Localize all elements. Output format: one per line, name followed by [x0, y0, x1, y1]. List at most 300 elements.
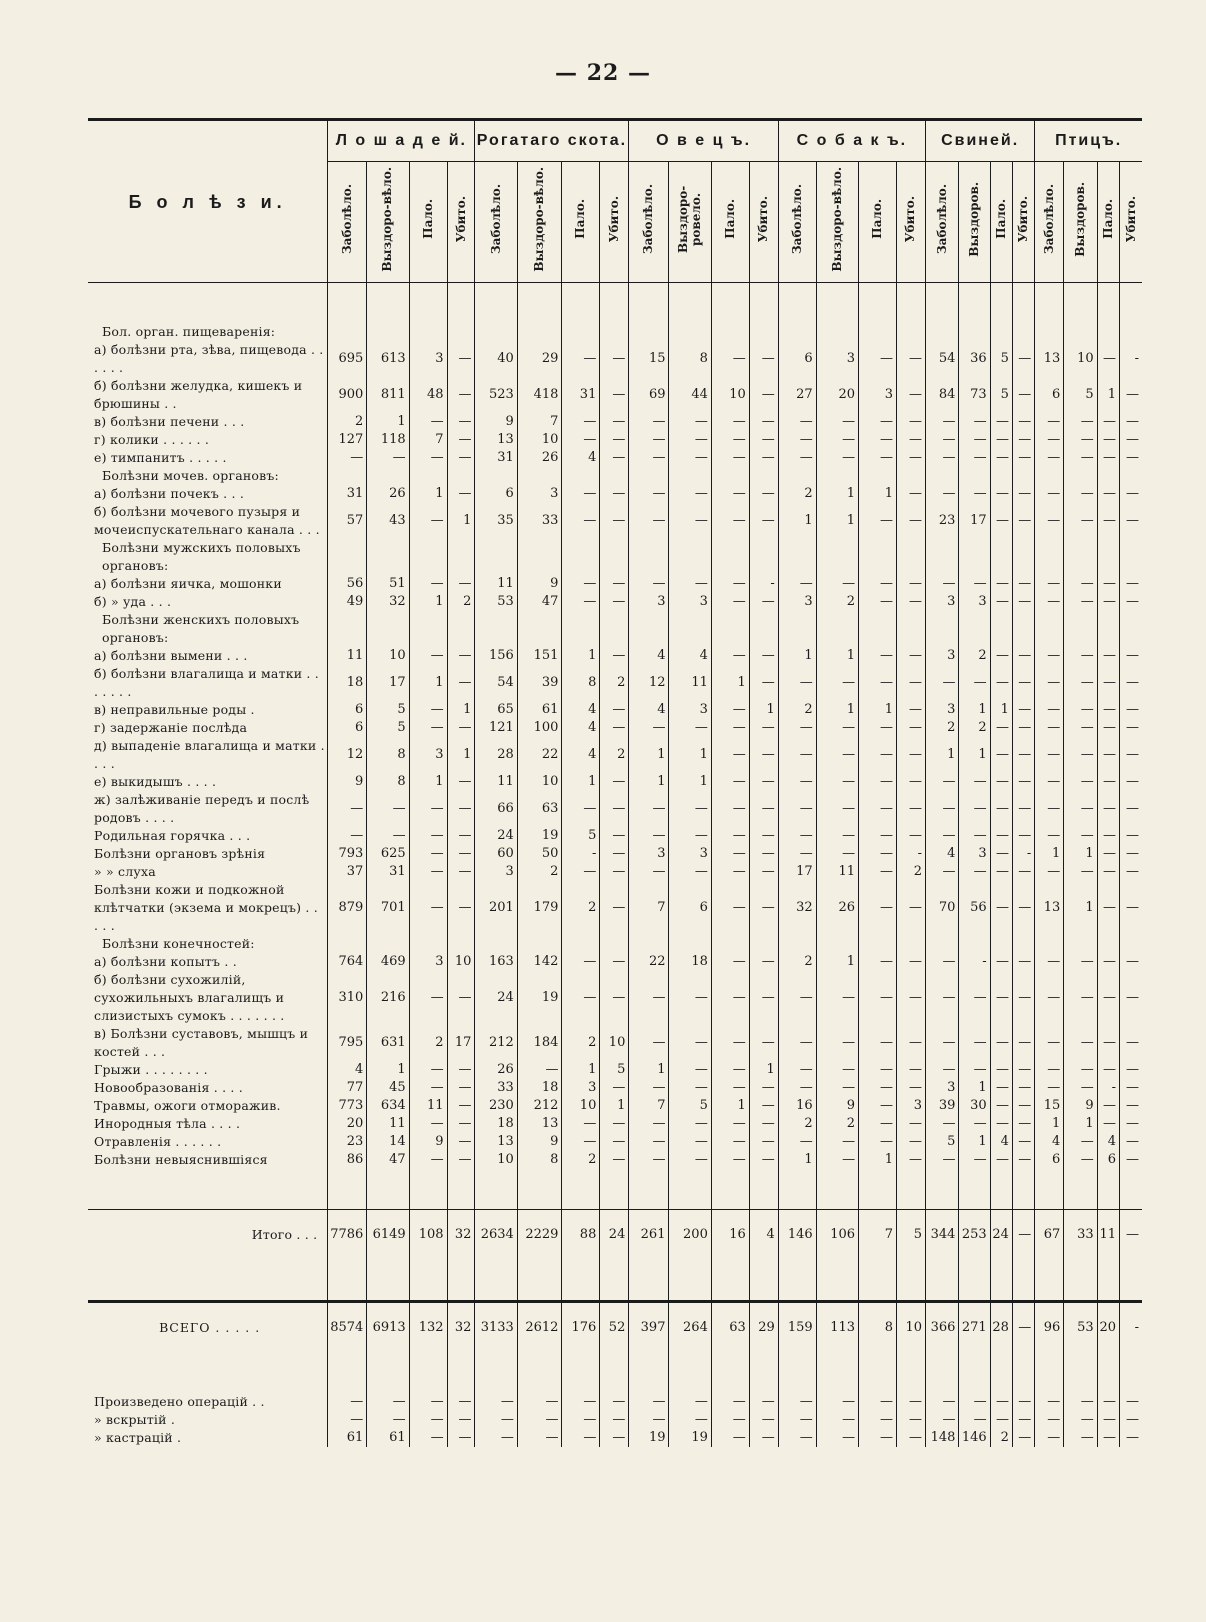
cell-value: — — [959, 449, 990, 467]
cell-value: — — [562, 1133, 600, 1151]
cell-value: — — [600, 575, 629, 593]
table-row — [88, 1151, 1142, 1169]
cell-value — [562, 323, 600, 341]
spacer-cell — [447, 283, 475, 324]
cell-value: - — [1120, 1302, 1143, 1354]
cell-value — [475, 539, 517, 575]
cell-value: — — [475, 1393, 517, 1411]
cell-value: — — [600, 503, 629, 539]
cell-value — [711, 611, 749, 647]
cell-value: — — [959, 1115, 990, 1133]
cell-value: — — [600, 701, 629, 719]
cell-value: — — [859, 719, 897, 737]
cell-value: — — [859, 791, 897, 827]
cell-value: 3 — [629, 845, 669, 863]
cell-value: 26 — [367, 485, 409, 503]
cell-value: 61 — [517, 701, 562, 719]
row-label: Травмы, ожоги отморажив. — [88, 1097, 328, 1115]
cell-value: 7 — [409, 431, 447, 449]
cell-value: 6 — [1035, 1151, 1064, 1169]
cell-value: — — [749, 791, 778, 827]
cell-value: — — [1064, 1429, 1097, 1447]
cell-value: — — [749, 1133, 778, 1151]
row-label: б) » уда . . . — [88, 593, 328, 611]
cell-value: 44 — [669, 377, 711, 413]
cell-value: 3 — [629, 593, 669, 611]
cell-value: 1 — [816, 485, 858, 503]
cell-value — [600, 539, 629, 575]
cell-value: — — [896, 647, 925, 665]
cell-value: — — [1035, 1025, 1064, 1061]
cell-value: — — [859, 665, 897, 701]
cell-value: — — [990, 953, 1012, 971]
spacer-cell — [517, 1169, 562, 1210]
cell-value: — — [517, 1061, 562, 1079]
cell-value: — — [749, 593, 778, 611]
cell-value: 10 — [600, 1025, 629, 1061]
cell-value: 4 — [562, 701, 600, 719]
row-label: б) болѣзни желудка, кишекъ и брюшины . . — [88, 377, 328, 413]
cell-value — [859, 539, 897, 575]
cell-value: 1 — [990, 701, 1012, 719]
cell-value: 11 — [328, 647, 367, 665]
cell-value: - — [1097, 1079, 1119, 1097]
spacer-cell — [1064, 283, 1097, 324]
cell-value: — — [816, 1079, 858, 1097]
cell-value: — — [778, 1079, 816, 1097]
cell-value: 1 — [367, 1061, 409, 1079]
cell-value: 5 — [1064, 377, 1097, 413]
cell-value: 2 — [990, 1429, 1012, 1447]
cell-value — [1097, 323, 1119, 341]
cell-value: — — [447, 431, 475, 449]
cell-value: — — [669, 791, 711, 827]
cell-value — [409, 539, 447, 575]
cell-value — [749, 935, 778, 953]
sub-header — [1120, 162, 1143, 283]
cell-value: — — [749, 863, 778, 881]
sub-header — [749, 162, 778, 283]
cell-value: 1 — [367, 413, 409, 431]
spacer-cell — [959, 283, 990, 324]
cell-value: — — [447, 575, 475, 593]
cell-value: — — [925, 575, 958, 593]
cell-value: — — [1064, 773, 1097, 791]
group-header-3: С о б а к ъ. — [778, 121, 925, 162]
cell-value: 879 — [328, 881, 367, 935]
row-label: Инородныя тѣла . . . . — [88, 1115, 328, 1133]
cell-value: 31 — [562, 377, 600, 413]
cell-value: 113 — [816, 1302, 858, 1354]
sub-header — [447, 162, 475, 283]
cell-value: 13 — [475, 1133, 517, 1151]
cell-value: 32 — [447, 1210, 475, 1261]
spacer-cell — [328, 283, 367, 324]
cell-value: 3 — [778, 593, 816, 611]
cell-value: 3 — [925, 701, 958, 719]
cell-value: 631 — [367, 1025, 409, 1061]
spacer-cell — [600, 1353, 629, 1393]
cell-value: — — [896, 1061, 925, 1079]
cell-value: — — [778, 1429, 816, 1447]
cell-value: 212 — [517, 1097, 562, 1115]
cell-value: — — [600, 1079, 629, 1097]
cell-value: — — [1035, 503, 1064, 539]
cell-value: — — [1012, 791, 1034, 827]
cell-value: — — [562, 1411, 600, 1429]
diseases-column-header: Б о л ѣ з и. — [88, 121, 328, 283]
cell-value: 1 — [447, 701, 475, 719]
cell-value: — — [629, 1133, 669, 1151]
cell-value: — — [1126, 954, 1139, 969]
cell-value: 212 — [475, 1025, 517, 1061]
cell-value: — — [600, 1429, 629, 1447]
cell-value: — — [778, 431, 816, 449]
cell-value: 28 — [475, 737, 517, 773]
cell-value: — — [711, 1393, 749, 1411]
cell-value: 7 — [629, 1097, 669, 1115]
spacer-cell — [1012, 1260, 1034, 1302]
cell-value: — — [562, 1115, 600, 1133]
spacer-cell — [749, 283, 778, 324]
table-row — [88, 1025, 1142, 1061]
cell-value: 3 — [475, 863, 517, 881]
cell-value: — — [562, 593, 600, 611]
operations-row — [88, 1411, 1142, 1429]
cell-value: — — [1064, 827, 1097, 845]
cell-value — [896, 323, 925, 341]
cell-value: 5 — [367, 701, 409, 719]
table-row — [88, 665, 1142, 701]
cell-value: 57 — [328, 503, 367, 539]
cell-value: — — [600, 773, 629, 791]
cell-value: 5 — [990, 377, 1012, 413]
cell-value: — — [1064, 737, 1097, 773]
cell-value: — — [925, 827, 958, 845]
spacer-row — [88, 283, 1142, 324]
cell-value: — — [409, 881, 447, 935]
cell-value: — — [1126, 1430, 1139, 1445]
cell-value: — — [1064, 1133, 1097, 1151]
cell-value: 47 — [367, 1151, 409, 1169]
cell-value: 1 — [1064, 1115, 1097, 1133]
cell-value: — — [749, 449, 778, 467]
table-row — [88, 845, 1142, 863]
spacer-row — [88, 1169, 1142, 1210]
cell-value: — — [1035, 1061, 1064, 1079]
spacer-cell — [562, 1353, 600, 1393]
cell-value — [1035, 467, 1064, 485]
cell-value: — — [1064, 575, 1097, 593]
cell-value: 201 — [475, 881, 517, 935]
row-label: а) болѣзни яичка, мошонки — [88, 575, 328, 593]
cell-value: — — [447, 485, 475, 503]
cell-value: — — [669, 413, 711, 431]
cell-value — [669, 467, 711, 485]
cell-value: — — [990, 593, 1012, 611]
cell-value: - — [896, 845, 925, 863]
cell-value: — — [896, 1393, 925, 1411]
cell-value: — — [990, 971, 1012, 1025]
cell-value: 77 — [328, 1079, 367, 1097]
cell-value: — — [711, 1411, 749, 1429]
row-label: Отравленія . . . . . . — [88, 1133, 328, 1151]
cell-value: 1 — [1097, 377, 1119, 413]
cell-value: — — [896, 737, 925, 773]
cell-value: — — [959, 1393, 990, 1411]
cell-value: — — [447, 845, 475, 863]
cell-value: 764 — [328, 953, 367, 971]
cell-value: — — [629, 1115, 669, 1133]
cell-value: — — [859, 1429, 897, 1447]
cell-value: — — [1097, 773, 1119, 791]
cell-value — [475, 467, 517, 485]
cell-value: 1 — [816, 701, 858, 719]
cell-value: 9 — [517, 1133, 562, 1151]
spacer-cell — [1120, 1169, 1143, 1210]
cell-value: 52 — [600, 1302, 629, 1354]
cell-value — [475, 611, 517, 647]
cell-value — [749, 467, 778, 485]
spacer-cell — [749, 1169, 778, 1210]
cell-value: — — [749, 827, 778, 845]
cell-value: 7 — [859, 1210, 897, 1261]
cell-value — [517, 539, 562, 575]
cell-value: — — [749, 341, 778, 377]
cell-value: 39 — [925, 1097, 958, 1115]
table-row — [88, 1133, 1142, 1151]
cell-value: — — [1012, 341, 1034, 377]
cell-value: 146 — [778, 1210, 816, 1261]
cell-value: — — [859, 863, 897, 881]
cell-value: — — [447, 377, 475, 413]
cell-value: — — [600, 953, 629, 971]
cell-value: - — [959, 953, 990, 971]
cell-value — [749, 539, 778, 575]
cell-value: — — [447, 773, 475, 791]
spacer-cell — [1097, 1169, 1119, 1210]
table-row — [88, 791, 1142, 827]
cell-value: 253 — [959, 1210, 990, 1261]
cell-value: — — [816, 449, 858, 467]
cell-value: 8574 — [328, 1302, 367, 1354]
spacer-cell — [600, 1169, 629, 1210]
cell-value: — — [447, 413, 475, 431]
spacer-cell — [669, 1353, 711, 1393]
spacer-cell — [88, 1260, 328, 1302]
cell-value: 6 — [328, 719, 367, 737]
cell-value: 1 — [409, 593, 447, 611]
cell-value: 1 — [669, 773, 711, 791]
cell-value: — — [669, 827, 711, 845]
row-label: в) Болѣзни суставовъ, мышцъ и костей . . . — [88, 1025, 328, 1061]
cell-value: 8 — [859, 1302, 897, 1354]
cell-value: 16 — [711, 1210, 749, 1261]
cell-value: — — [409, 791, 447, 827]
cell-value: 1 — [447, 503, 475, 539]
sub-header-label: Убито. — [903, 195, 918, 243]
cell-value: 3 — [409, 737, 447, 773]
cell-value: — — [1097, 1061, 1119, 1079]
cell-value: — — [447, 1393, 475, 1411]
cell-value: 8 — [367, 737, 409, 773]
cell-value — [669, 323, 711, 341]
cell-value: — — [711, 1025, 749, 1061]
spacer-cell — [816, 1169, 858, 1210]
cell-value: — — [409, 647, 447, 665]
sub-header-label: Пало. — [420, 199, 435, 239]
cell-value: — — [778, 827, 816, 845]
sub-header — [1064, 162, 1097, 283]
cell-value: — — [711, 827, 749, 845]
cell-value: 1 — [409, 485, 447, 503]
spacer-cell — [1064, 1169, 1097, 1210]
cell-value: 17 — [778, 863, 816, 881]
cell-value: — — [629, 1393, 669, 1411]
cell-value: — — [1035, 665, 1064, 701]
cell-value: 18 — [475, 1115, 517, 1133]
row-label: в) неправильные роды . — [88, 701, 328, 719]
cell-value: 1 — [816, 953, 858, 971]
cell-value: — — [896, 773, 925, 791]
cell-value: 45 — [367, 1079, 409, 1097]
cell-value: — — [859, 575, 897, 593]
cell-value: — — [1126, 774, 1139, 789]
cell-value: — — [1097, 1097, 1119, 1115]
sub-header-label: Выздоро-вѣло. — [532, 166, 547, 272]
cell-value: — — [367, 449, 409, 467]
cell-value: — — [1012, 1061, 1034, 1079]
cell-value: — — [629, 719, 669, 737]
cell-value: — — [409, 575, 447, 593]
cell-value: 35 — [475, 503, 517, 539]
sub-header — [367, 162, 409, 283]
cell-value: — — [562, 1429, 600, 1447]
cell-value — [517, 935, 562, 953]
table-row — [88, 377, 1142, 413]
cell-value: — — [749, 377, 778, 413]
cell-value: — — [990, 845, 1012, 863]
cell-value: 2 — [447, 593, 475, 611]
cell-value — [600, 323, 629, 341]
cell-value: 33 — [1064, 1210, 1097, 1261]
table-row — [88, 593, 1142, 611]
cell-value: — — [990, 1097, 1012, 1115]
cell-value: — — [1126, 1152, 1139, 1167]
cell-value — [367, 539, 409, 575]
cell-value: — — [990, 665, 1012, 701]
cell-value: 127 — [328, 431, 367, 449]
cell-value: — — [1012, 701, 1034, 719]
cell-value: 11 — [1097, 1210, 1119, 1261]
cell-value: — — [778, 575, 816, 593]
cell-value: — — [600, 449, 629, 467]
sub-header-label: Убито. — [1123, 195, 1138, 243]
cell-value: 19 — [669, 1429, 711, 1447]
cell-value: — — [517, 1393, 562, 1411]
cell-value: — — [1097, 863, 1119, 881]
cell-value: 1 — [409, 773, 447, 791]
spacer-cell — [749, 1260, 778, 1302]
cell-value — [896, 467, 925, 485]
sub-header — [778, 162, 816, 283]
cell-value: 1 — [859, 485, 897, 503]
cell-value: — — [328, 449, 367, 467]
row-label: Болѣзни конечностей: — [88, 935, 328, 953]
cell-value: — — [600, 341, 629, 377]
cell-value: — — [1064, 1025, 1097, 1061]
cell-value — [328, 935, 367, 953]
cell-value: 1 — [409, 665, 447, 701]
cell-value: — — [896, 1115, 925, 1133]
cell-value: — — [367, 1411, 409, 1429]
spacer-cell — [859, 1169, 897, 1210]
cell-value: — — [1097, 1393, 1119, 1411]
cell-value — [409, 323, 447, 341]
cell-value — [1097, 611, 1119, 647]
cell-value: 773 — [328, 1097, 367, 1115]
cell-value: — — [1012, 1302, 1034, 1354]
cell-value: — — [925, 1061, 958, 1079]
cell-value: — — [816, 665, 858, 701]
cell-value: 3 — [925, 593, 958, 611]
cell-value: 2 — [562, 881, 600, 935]
cell-value: 5 — [367, 719, 409, 737]
cell-value: — — [1064, 431, 1097, 449]
cell-value: 1 — [629, 773, 669, 791]
cell-value — [925, 539, 958, 575]
cell-value: — — [959, 485, 990, 503]
cell-value: 13 — [475, 431, 517, 449]
cell-value: — — [629, 485, 669, 503]
cell-value: — — [1126, 450, 1139, 465]
table-row — [88, 737, 1142, 773]
cell-value: — — [749, 1429, 778, 1447]
cell-value: 19 — [517, 971, 562, 1025]
spacer-cell — [1035, 1353, 1064, 1393]
spacer-cell — [88, 1353, 328, 1393]
cell-value: — — [1097, 503, 1119, 539]
cell-value: 28 — [990, 1302, 1012, 1354]
cell-value: — — [711, 791, 749, 827]
cell-value: 11 — [475, 773, 517, 791]
cell-value: 310 — [328, 971, 367, 1025]
cell-value: 26 — [475, 1061, 517, 1079]
cell-value: — — [562, 485, 600, 503]
cell-value: — — [1097, 1411, 1119, 1429]
cell-value: 4 — [925, 845, 958, 863]
cell-value: 1 — [600, 1097, 629, 1115]
cell-value: 6149 — [367, 1210, 409, 1261]
cell-value: 60 — [475, 845, 517, 863]
cell-value: — — [816, 791, 858, 827]
sub-header — [669, 162, 711, 283]
cell-value — [367, 467, 409, 485]
cell-value: 10 — [562, 1097, 600, 1115]
cell-value — [1012, 323, 1034, 341]
cell-value: — — [669, 1411, 711, 1429]
cell-value: — — [859, 845, 897, 863]
cell-value: — — [990, 575, 1012, 593]
sub-header — [1097, 162, 1119, 283]
cell-value: — — [959, 791, 990, 827]
cell-value: — — [816, 773, 858, 791]
cell-value — [1097, 935, 1119, 953]
cell-value — [778, 539, 816, 575]
cell-value — [409, 467, 447, 485]
cell-value: — — [517, 1429, 562, 1447]
cell-value — [959, 611, 990, 647]
